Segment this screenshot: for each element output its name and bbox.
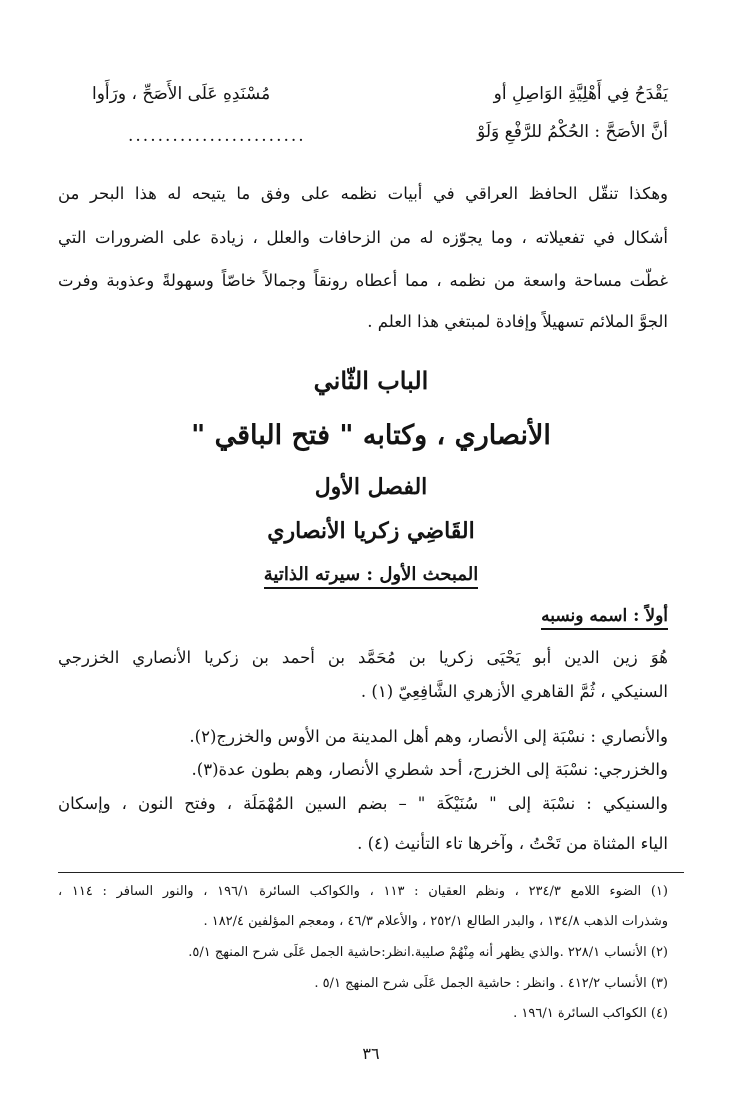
footnote-4: (٤) الكواكب السائرة ١٩٦/١ . — [513, 1006, 668, 1021]
verse-line1-hemistich-left: مُسْنَدِهِ عَلَى الأَصَحِّ ، ورَأَوا — [92, 84, 271, 104]
intro-line-3: غطّت مساحة واسعة من نظمه ، مما أعطاه رونقاً وجمالاً خاصّاً وسهولةً وعذوبة وفرت — [58, 271, 668, 290]
footnote-1-line-2: وشذرات الذهب ١٣٤/٨ ، والبدر الطالع ٢٥٢/١ ، والأعلام ٤٦/٣ ، ومعجم المؤلفين ١٨٢/٤ . — [203, 914, 668, 929]
chapter-heading: الباب الثّاني — [313, 366, 429, 395]
intro-line-4: الجوَّ الملائم تسهيلاً وإفادة لمبتغي هذا العلم . — [367, 312, 668, 331]
subchapter-heading: المبحث الأول : سيرته الذاتية — [264, 564, 479, 589]
body-line-2: السنيكي ، ثُمَّ القاهري الأزهري الشَّافِعِيّ (١) . — [360, 682, 668, 701]
intro-line-2: أشكال في تفعيلاته ، وما يجوّزه له من الزحافات والعلل ، زيادة على الضرورات التي — [58, 228, 668, 247]
body-line-5: والسنيكي : نسْبَة إلى " سُنَيْكَة " – بضم السين المُهْمَلَة ، وفتح النون ، وإسكان — [58, 794, 668, 813]
chapter-title: الأنصاري ، وكتابه " فتح الباقي " — [191, 420, 551, 451]
person-heading: القَاضِي زكريا الأنصاري — [267, 518, 475, 544]
verse-line2-ellipsis: ........................ — [128, 126, 306, 146]
verse-line1-hemistich-right: يَقْدَحُ فِي أَهْلِيَّةِ الوَاصِلِ أو — [493, 84, 668, 104]
subsection-heading: أولاً : اسمه ونسبه — [541, 606, 668, 630]
body-line-1: هُوَ زين الدين أبو يَحْيَى زكريا بن مُحَمَّد بن أحمد بن زكريا الأنصاري الخزرجي — [58, 648, 668, 667]
footnote-2: (٢) الأنساب ٢٢٨/١ .والذي يظهر أنه مِنْهُمْ صليبة.انظر:حاشية الجمل عَلَى شرح المنهج ٥/١. — [188, 945, 668, 960]
body-line-6: الياء المثناة من تَحْتُ ، وآخرها تاء التأنيث (٤) . — [357, 834, 668, 853]
subsection-heading-wrap — [541, 606, 668, 626]
page-number: ٣٦ — [362, 1044, 380, 1063]
footnote-1-line-1: (١) الضوء اللامع ٢٣٤/٣ ، ونظم العقيان : ١١٣ ، والكواكب السائرة ١٩٦/١ ، والنور السافر : ١١٤ ، — [58, 884, 668, 899]
verse-line2-hemistich-right: أنَّ الأصَحَّ : الحُكْمُ للرَّفْعِ وَلَوْ — [477, 122, 668, 142]
footnote-separator — [58, 872, 684, 873]
intro-line-1: وهكذا تنقّل الحافظ العراقي في أبيات نظمه على وفق ما يتيحه له هذا البحر من — [58, 184, 668, 203]
footnote-3: (٣) الأنساب ٤١٢/٢ . وانظر : حاشية الجمل عَلَى شرح المنهج ٥/١ . — [314, 976, 668, 991]
body-line-4: والخزرجي: نسْبَة إلى الخزرج، أحد شطري الأنصار، وهم بطون عدة(٣). — [191, 760, 668, 779]
section-heading: الفصل الأول — [314, 474, 428, 500]
subchapter-heading-wrap — [0, 564, 742, 585]
body-line-3: والأنصاري : نسْبَة إلى الأنصار، وهم أهل المدينة من الأوس والخزرج(٢). — [189, 727, 668, 746]
